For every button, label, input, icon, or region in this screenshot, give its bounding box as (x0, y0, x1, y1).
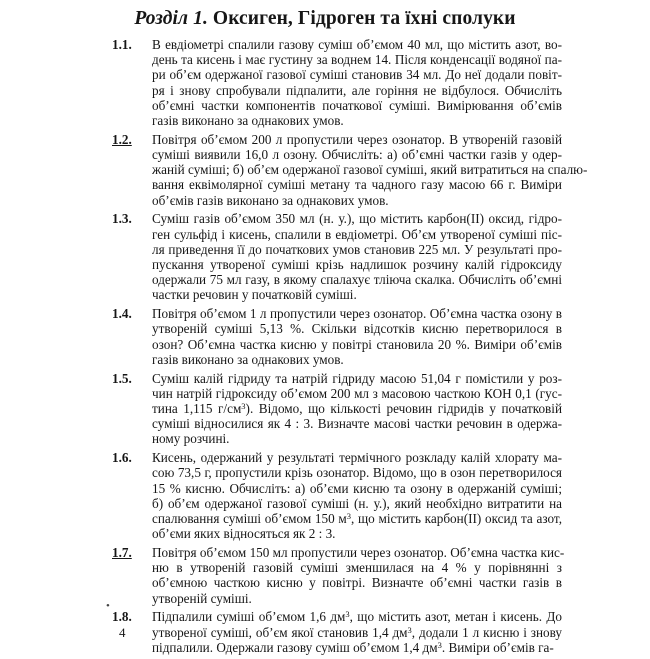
problem-text-line: Повітря об’ємом 200 л пропустили через озонатор. В утвореній газовій (152, 131, 562, 147)
problem-text-line: суміші відносилися як 4 : 3. Визначте масові частки речовин в одержа- (152, 416, 562, 432)
section-heading (0, 8, 650, 30)
problem-list (112, 37, 588, 659)
problem-text-line: жаній суміші; б) об’єм одержаної газової суміші, який витратиться на спалю- (152, 162, 588, 178)
problem-item (112, 545, 565, 606)
problem-text-line: 15 % кисню. Обчисліть: а) об’єми кисню та озону в одержаній суміші; (152, 480, 562, 496)
problem-number: 1.1. (112, 37, 132, 52)
problem-text-line: ню в утвореній газовій суміші зменшилася на 4 % у порівнянні з (152, 560, 562, 576)
problem-number: 1.5. (112, 370, 132, 386)
problem-text-line: Суміш газів об’ємом 350 мл (н. у.), що містить карбон(II) оксид, гідро- (152, 211, 562, 227)
problem-text-line: Кисень, одержаний у результаті термічного розкладу калій хлорату ма- (152, 450, 562, 466)
problem-text-line: ген сульфід і кисень, спалили в евдіометрі. Об’єм утвореної суміші піс- (152, 226, 562, 242)
problem-text-line: ля приведення її до початкових умов становив 225 мл. У результаті про- (152, 241, 562, 257)
problem-item (112, 450, 562, 541)
section-heading-title: Оксиген, Гідроген та їхні сполуки (207, 8, 516, 29)
problem-text-line: ри об’єм одержаної газової суміші становив 34 мл. До неї додали повіт- (152, 67, 562, 83)
problem-item (112, 306, 562, 367)
problem-text-line: ному розчині. (152, 431, 230, 447)
problem-item (112, 609, 562, 655)
problem-item (112, 211, 562, 302)
problem-text-line: Повітря об’ємом 1 л пропустили через озонатор. Об’ємна частка озону в (152, 306, 562, 322)
problem-text-line: частки речовин у початковій суміші. (152, 287, 357, 303)
problem-text-line: об’ємні частки компонентів початкової суміші. Вимірювання об’ємів (152, 97, 562, 113)
problem-text-line: Підпалили суміші об’ємом 1,6 $дм^3$, що містить азот, метан і кисень. До (152, 609, 562, 625)
problem-item (112, 371, 562, 447)
problem-number: 1.4. (112, 306, 132, 322)
problem-text-line: утвореної суміші, об’єм якої становив 1,4 $дм^3$, додали 1 л кисню і знову (152, 624, 562, 640)
problem-item (112, 131, 588, 208)
problem-text-line: газів виконано за однакових умов. (152, 113, 344, 129)
problem-text-line: газів виконано за однакових умов. (152, 351, 344, 367)
problem-text-line: підпалили. Одержали газову суміш об’ємом 1,4 $дм^3$. Виміри об’ємів га- (152, 639, 554, 655)
stray-mark: • (106, 600, 110, 612)
problem-text-line: об’ємів газів виконано за однакових умов. (152, 192, 389, 208)
problem-text-line: день та кисень і має густину за воднем 14. Після конденсації водяної па- (152, 52, 562, 68)
problem-text-line: озон? Об’ємна частка кисню у повітрі становила 20 %. Виміри об’ємів (152, 336, 562, 352)
problem-text-line: Повітря об’ємом 150 мл пропустили через озонатор. Об’ємна частка кис- (152, 545, 565, 561)
section-heading-prefix: Розділ 1. (134, 8, 208, 29)
problem-number: 1.3. (112, 211, 132, 227)
problem-text-line: Суміш калій гідриду та натрій гідриду масою 51,04 г помістили у роз- (152, 370, 562, 386)
problem-text-line: одержали 75 мл газу, в якому спалахує тліюча скалка. Обчисліть об’ємні (152, 272, 562, 288)
problem-text-line: пускання утвореної суміші крізь надлишок розчину калій гідроксиду (152, 257, 562, 273)
problem-text-line: В евдіометрі спалили газову суміш об’ємом 40 мл, що містить азот, во- (152, 37, 562, 52)
problem-text-line: б) об’єм одержаної газової суміші (н. у.), який необхідно витратити на (152, 495, 562, 511)
problem-text-line: ря і знову спробували підпалити, але горіння не відбулося. Обчисліть (152, 82, 562, 98)
problem-text-line: вання еквімолярної суміші метану та чадного газу масою 66 г. Виміри (152, 177, 562, 193)
problem-text-line: тина 1,115 $г/см^3$). Відомо, що кількості речовин гідридів у початковій (152, 401, 562, 417)
problem-number: 1.8. (112, 609, 132, 625)
problem-text-line: сою 73,5 г, пропустили крізь озонатор. Відомо, що в озон перетворилося (152, 465, 562, 481)
problem-number: 1.7. (112, 545, 132, 561)
problem-item (112, 37, 562, 128)
problem-text-line: спалювання суміші об’ємом 150 $м^3$, що містить карбон(II) оксид та азот, (152, 511, 562, 527)
problem-text-line: об’ємною часткою кисню у повітрі. Визначте об’ємні частки газів в (152, 575, 562, 591)
problem-text-line: об’єми яких відносяться як 2 : 3. (152, 526, 336, 542)
problem-text-line: утвореній суміші. (152, 590, 252, 606)
problem-number: 1.6. (112, 450, 132, 466)
problem-text-line: суміші виявили 16,0 л озону. Обчисліть: а) об’ємні частки газів у одер- (152, 147, 562, 163)
problem-text-line: чин натрій гідроксиду об’ємом 200 мл з масовою часткою КОН 0,1 (гус- (152, 385, 562, 401)
page-number: 4 (119, 625, 126, 640)
problem-number: 1.2. (112, 131, 132, 147)
problem-text-line: утвореній суміші 5,13 %. Скільки відсотків кисню перетворилося в (152, 321, 562, 337)
